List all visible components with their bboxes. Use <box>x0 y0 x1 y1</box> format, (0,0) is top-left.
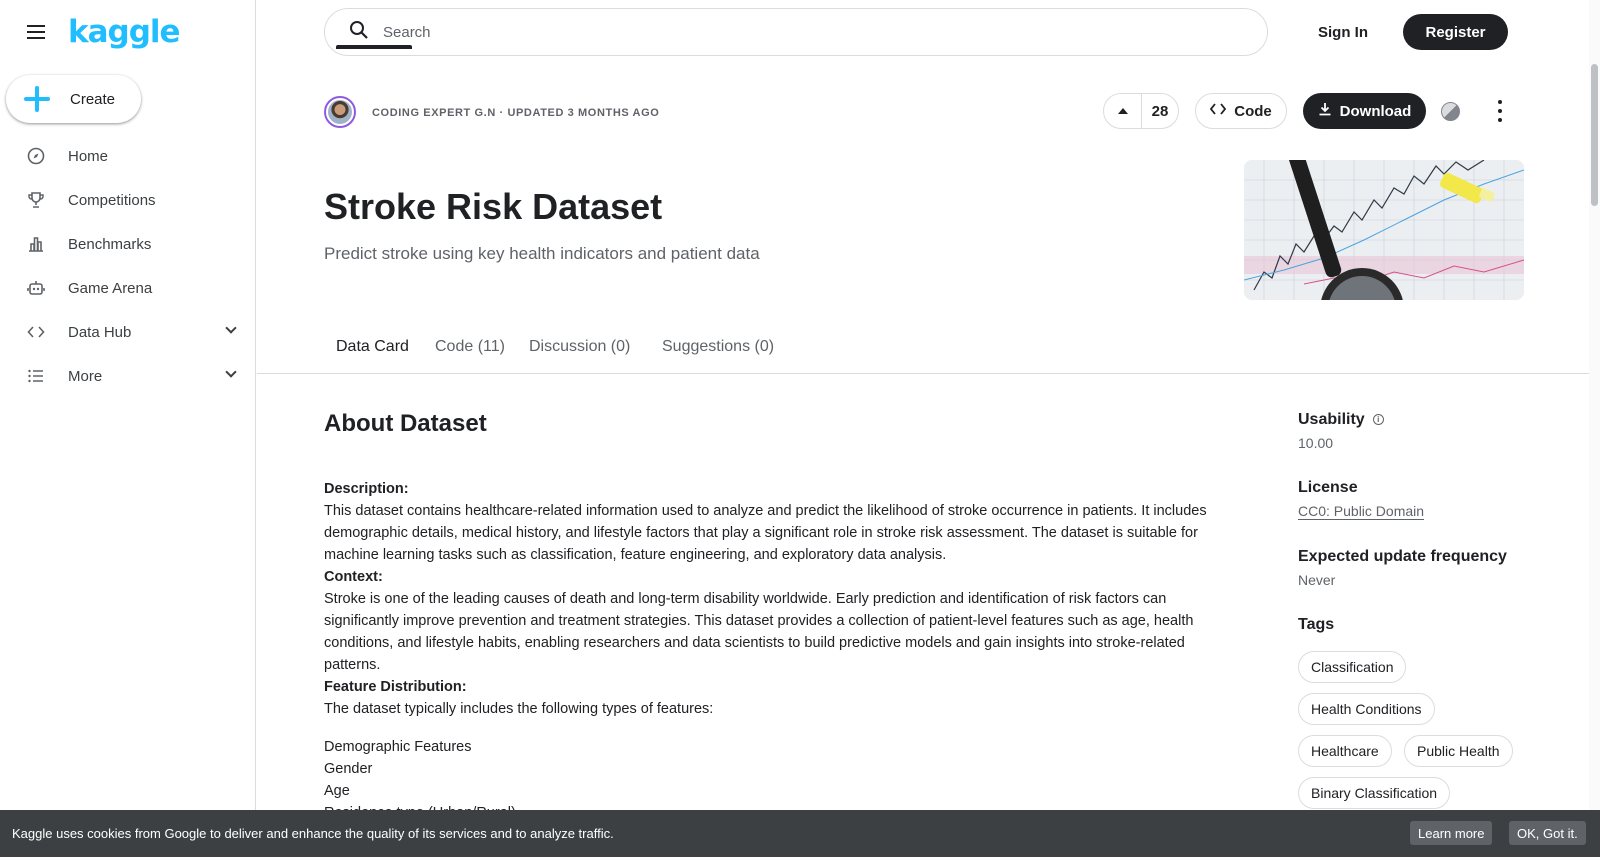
page-title: Stroke Risk Dataset <box>324 186 663 227</box>
dataset-byline: CODING EXPERT G.N · UPDATED 3 MONTHS AGO <box>372 107 660 119</box>
download-icon <box>1318 102 1332 120</box>
search-bar[interactable] <box>324 8 1268 56</box>
search-icon <box>349 20 369 45</box>
dataset-cover-image <box>1244 160 1524 300</box>
update-frequency-value: Never <box>1298 572 1336 588</box>
download-button[interactable] <box>1303 93 1426 129</box>
page-subtitle: Predict stroke using key health indicators and patient data <box>324 244 760 263</box>
tab-code[interactable]: Code (11) <box>435 338 505 355</box>
more-options-icon[interactable] <box>1492 100 1508 122</box>
sidebar-item-game-arena[interactable] <box>0 266 255 310</box>
scrollbar-thumb[interactable] <box>1591 64 1598 206</box>
menu-icon[interactable] <box>24 20 48 44</box>
tags-label: Tags <box>1298 616 1335 633</box>
code-icon <box>1210 102 1226 120</box>
license-label: License <box>1298 479 1358 496</box>
robot-icon <box>26 278 46 298</box>
upvote-button[interactable] <box>1103 93 1179 129</box>
update-frequency-label: Expected update frequency <box>1298 548 1507 565</box>
description-text: This dataset contains healthcare-related information used to analyze and predict the likelihood of stroke occurrence in patients. It includes demographic details, medical history, and lifestyle factors that play a significant role in stroke risk assessment. The dataset is suitable for machine learning tasks such as classification, feature engineering, and exploratory data analysis. <box>324 503 1207 563</box>
tag-chip[interactable]: Healthcare <box>1298 735 1392 767</box>
tag-chip[interactable]: Public Health <box>1404 735 1513 767</box>
sidebar-header <box>0 0 255 64</box>
theme-toggle-icon[interactable] <box>1441 102 1460 121</box>
create-button[interactable] <box>6 75 141 123</box>
dataset-description <box>324 478 1244 824</box>
sidebar-item-data-hub[interactable] <box>0 310 255 354</box>
kaggle-logo[interactable]: kaggle <box>68 14 180 50</box>
license-link[interactable]: CC0: Public Domain <box>1298 503 1425 519</box>
compass-icon <box>26 146 46 166</box>
tag-chip[interactable]: Health Conditions <box>1298 693 1435 725</box>
tab-data-card[interactable]: Data Card <box>336 338 409 355</box>
usability-section <box>1298 411 1558 451</box>
sidebar-item-label: Benchmarks <box>68 235 152 253</box>
sidebar-item-label: Game Arena <box>68 279 153 297</box>
usability-value: 10.00 <box>1298 435 1334 451</box>
about-heading: About Dataset <box>324 410 487 437</box>
tab-bar <box>257 322 1589 374</box>
tab-suggestions[interactable]: Suggestions (0) <box>662 338 775 355</box>
sidebar-item-competitions[interactable] <box>0 178 255 222</box>
sidebar-item-more[interactable] <box>0 354 255 398</box>
upvote-icon[interactable] <box>1104 94 1142 128</box>
code-button[interactable] <box>1195 93 1287 129</box>
info-icon[interactable]: i <box>1373 414 1384 425</box>
sidebar-item-label: More <box>68 367 103 385</box>
avatar[interactable] <box>324 96 356 128</box>
list-item: Age <box>324 783 350 799</box>
description-label: Description: <box>324 481 409 497</box>
sidebar-item-home[interactable] <box>0 134 255 178</box>
license-section <box>1298 479 1558 521</box>
plus-icon <box>24 86 50 112</box>
tags-section <box>1298 616 1558 634</box>
tag-chip[interactable]: Classification <box>1298 651 1406 683</box>
context-text: Stroke is one of the leading causes of death and long-term disability worldwide. Early prediction and identification of risk factors can significantly improve prevention and treatment strategies. This dataset provides a collection of patient-level features such as age, health conditions, and lifestyle habits, enabling researchers and data scientists to build predictive models and gain insights into stroke-related patterns. <box>324 591 1194 673</box>
feature-text: The dataset typically includes the following types of features: <box>324 701 714 717</box>
code-brackets-icon <box>26 322 46 342</box>
chevron-down-icon[interactable] <box>225 366 236 377</box>
list-item: Gender <box>324 761 373 777</box>
cookie-banner <box>0 810 1600 857</box>
sign-in-button[interactable]: Sign In <box>1318 23 1368 41</box>
tag-chip[interactable]: Binary Classification <box>1298 777 1450 809</box>
bar-chart-icon <box>26 234 46 254</box>
vote-count: 28 <box>1151 102 1169 120</box>
context-label: Context: <box>324 569 383 585</box>
list-item: Demographic Features <box>324 739 472 755</box>
trophy-icon <box>26 190 46 210</box>
feature-label: Feature Distribution: <box>324 679 467 695</box>
ok-got-it-button[interactable]: OK, Got it. <box>1509 821 1586 845</box>
sidebar-item-benchmarks[interactable] <box>0 222 255 266</box>
download-button-label: Download <box>1339 102 1412 120</box>
page-scrollbar[interactable] <box>1589 0 1600 857</box>
cookie-text: Kaggle uses cookies from Google to deliver and enhance the quality of its services and to analyze traffic. <box>12 826 614 841</box>
search-input[interactable] <box>383 24 1183 41</box>
tab-discussion[interactable]: Discussion (0) <box>529 338 631 355</box>
learn-more-button[interactable]: Learn more <box>1410 821 1492 845</box>
chevron-down-icon[interactable] <box>225 322 236 333</box>
sidebar-nav <box>0 134 255 398</box>
update-frequency-section <box>1298 548 1558 588</box>
create-label: Create <box>70 90 116 108</box>
active-tab-indicator <box>336 45 412 49</box>
register-button[interactable]: Register <box>1403 14 1508 50</box>
sidebar-item-label: Data Hub <box>68 323 132 341</box>
sidebar-item-label: Home <box>68 147 109 165</box>
code-button-label: Code <box>1234 102 1272 120</box>
usability-label: Usability <box>1298 411 1365 428</box>
sidebar-item-label: Competitions <box>68 191 156 209</box>
list-icon <box>26 366 46 386</box>
sidebar <box>0 0 256 857</box>
